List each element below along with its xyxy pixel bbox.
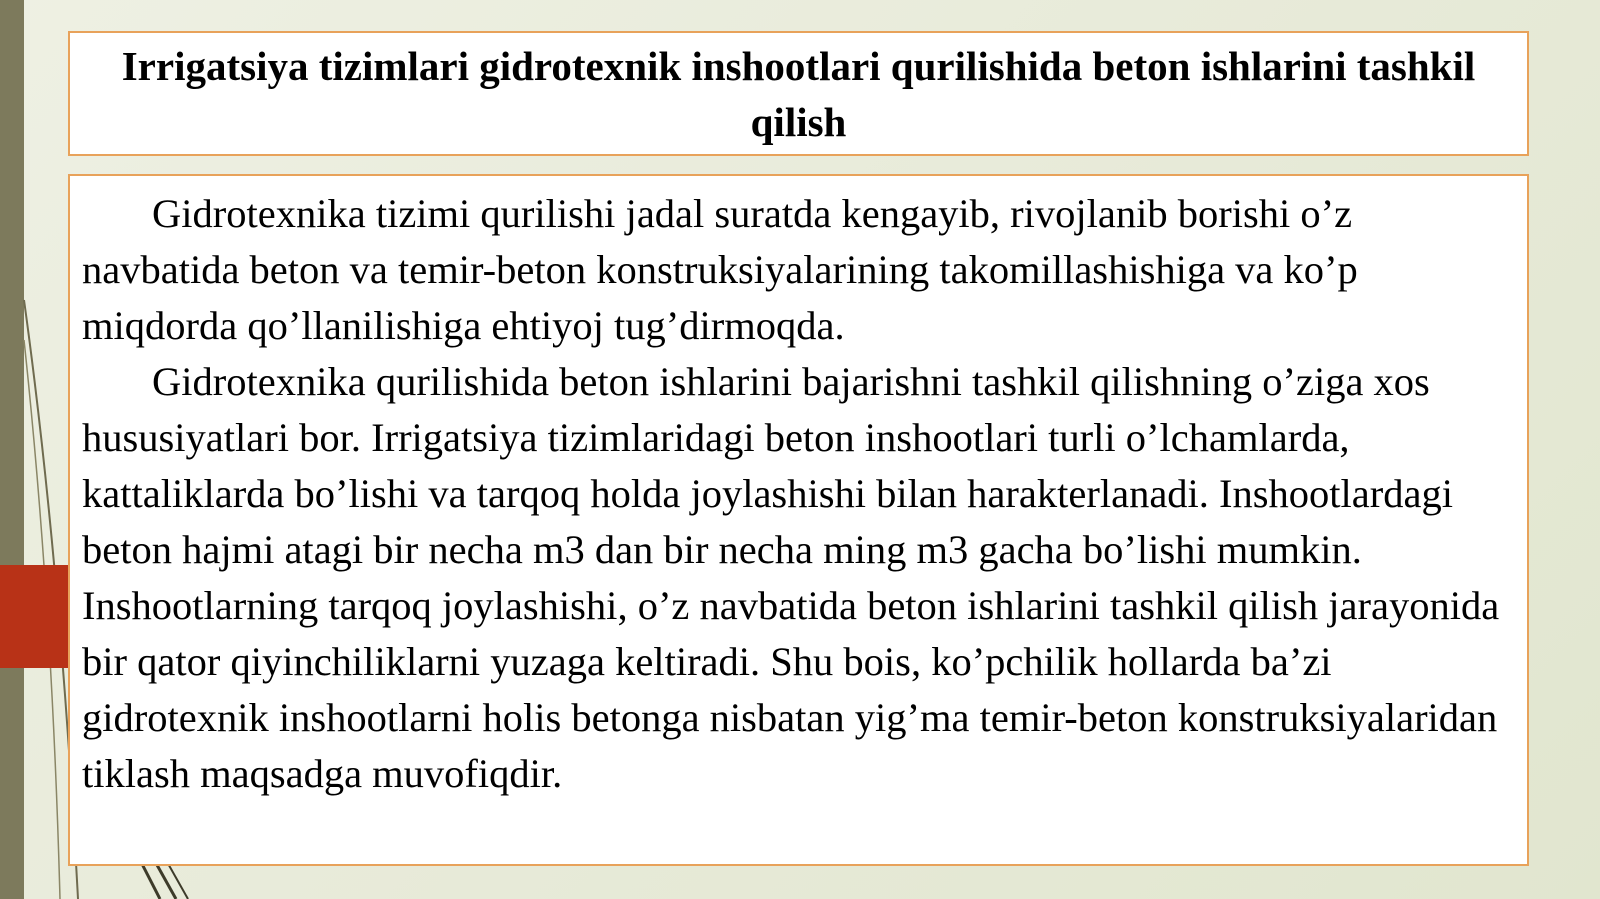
slide-title: Irrigatsiya tizimlari gidrotexnik inshootlari qurilishida beton ishlarini tashkil qilish [121,42,1476,145]
red-accent-block [0,565,68,668]
body-text-box [68,174,1529,866]
body-paragraph-1: Gidrotexnika tizimi qurilishi jadal suratda kengayib, rivojlanib borishi o’z navbatida beton va temir-beton konstruksiyalarining takomillashishiga va ko’p miqdorda qo’llanilishiga ehtiyoj tug’dirmoqda. [82,191,1358,348]
title-box [68,31,1529,156]
body-paragraph-2: Gidrotexnika qurilishida beton ishlarini bajarishni tashkil qilishning o’ziga xos hususiyatlari bor. Irrigatsiya tizimlaridagi beton inshootlari turli o’lchamlarda, kattaliklarda bo’lishi va tarqoq holda joylashishi bilan harakterlanadi. Inshootlardagi beton hajmi atagi bir necha m3 dan bir necha ming m3 gacha bo’lishi mumkin. Inshootlarning tarqoq joylashishi, o’z navbatida beton ishlarini tashkil qilish jarayonida bir qator qiyinchiliklarni yuzaga keltiradi. Shu bois, ko’pchilik hollarda ba’zi gidrotexnik inshootlarni holis betonga nisbatan yig’ma temir-beton konstruksiyalaridan tiklash maqsadga muvofiqdir. [82,359,1500,796]
